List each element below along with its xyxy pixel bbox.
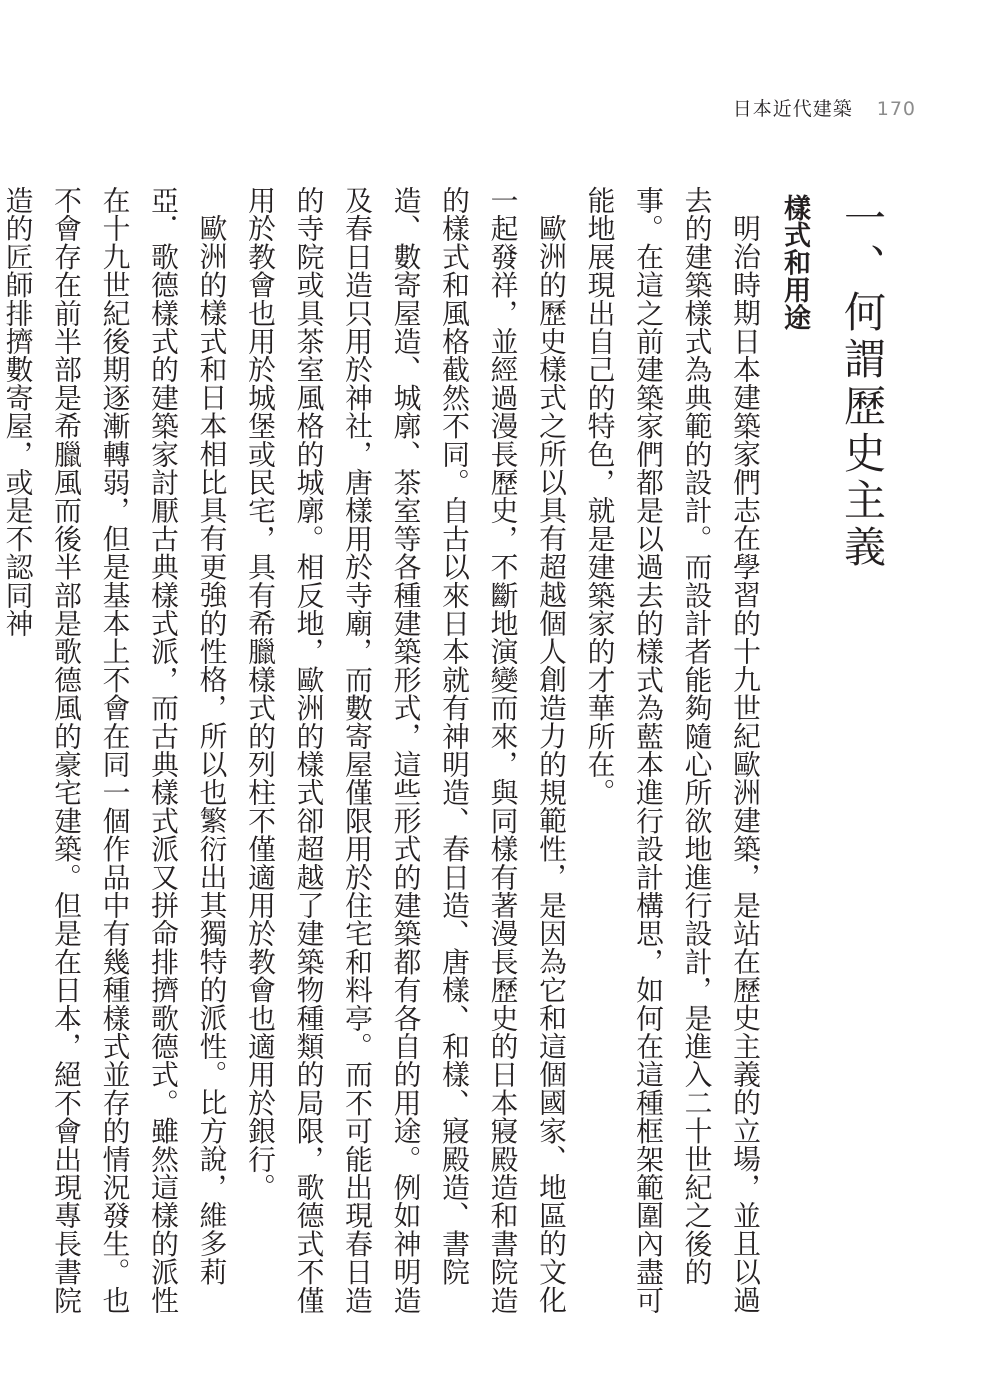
paragraph-3: 歐洲的樣式和日本相比具有更強的性格，所以也繁衍出其獨特的派性。比方說，維多莉亞．歌德樣式的建築家討厭古典樣式派，而古典樣式派又拼命排擠歌德式。雖然這樣的派性在十九世紀後期逐漸轉弱，但是基本上不會在同一個作品中有幾種樣式並存的情況發生。也不會存在前半部是希臘風而後半部是歌德風的豪宅建築。但是在日本，絕不會出現專長書院造的匠師排擠數寄屋，或是不認同神 xyxy=(0,186,228,1314)
page-number: 170 xyxy=(876,98,916,120)
book-title: 日本近代建築 xyxy=(732,98,853,120)
chapter-title: 一、何謂歷史主義 xyxy=(838,196,887,572)
running-header xyxy=(733,94,916,121)
paragraph-1: 明治時期日本建築家們志在學習的十九世紀歐洲建築，是站在歷史主義的立場，並且以過去的建築樣式為典範的設計。而設計者能夠隨心所欲地進行設計，是進入二十世紀之後的事。在這之前建築家們都是以過去的樣式為藍本進行設計構思，如何在這種框架範圍內盡可能地展現出自己的特色，就是建築家的才華所在。 xyxy=(582,186,761,1314)
vertical-text-body xyxy=(0,186,900,1316)
section-title: 樣式和用途 xyxy=(779,194,810,331)
paragraph-2: 歐洲的歷史樣式之所以具有超越個人創造力的規範性，是因為它和這個國家、地區的文化一起發祥，並經過漫長歷史，不斷地演變而來，與同樣有著漫長歷史的日本寢殿造和書院造的樣式和風格截然不同。自古以來日本就有神明造、春日造、唐樣、和樣、寢殿造、書院造、數寄屋造、城廓、茶室等各種建築形式，這些形式的建築都有各自的用途。例如神明造及春日造只用於神社，唐樣用於寺廟，而數寄屋僅限用於住宅和料亭。而不可能出現春日造的寺院或具茶室風格的城廓。相反地，歐洲的樣式卻超越了建築物種類的局限，歌德式不僅用於教會也用於城堡或民宅，具有希臘樣式的列柱不僅適用於教會也適用於銀行。 xyxy=(243,186,567,1314)
